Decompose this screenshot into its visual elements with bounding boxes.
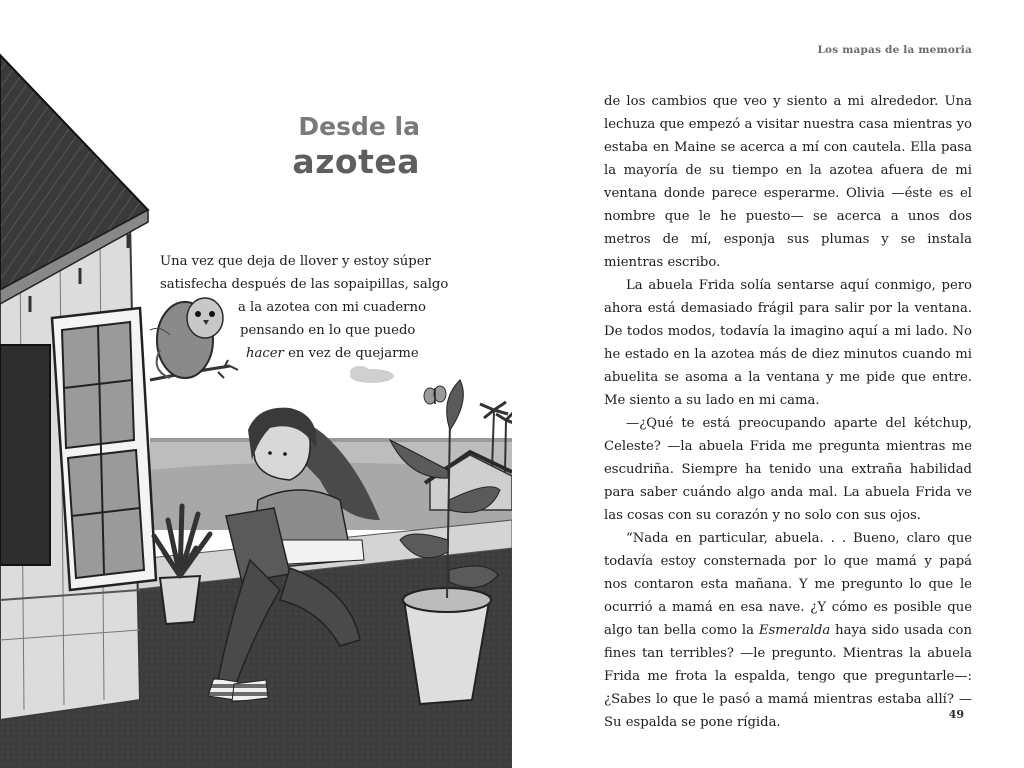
intro-line-1: Una vez que deja de llover y estoy súper [160, 254, 431, 269]
intro-line-3: a la azotea con mi cuaderno [238, 300, 426, 315]
chapter-title-line2: azotea [292, 142, 420, 181]
paragraph-4-italic: Esmeralda [758, 623, 831, 638]
intro-line-5 [246, 342, 419, 365]
chapter-title [292, 112, 420, 182]
paragraph-3: —¿Qué te está preocupando aparte del kétchup, Celeste? —la abuela Frida me pregunta mientras me escudriña. Siempre ha tenido una extraña habilidad para saber cuándo algo anda mal. La abuela Frida ve las cosas con su corazón y no solo con sus ojos. [604, 416, 972, 523]
right-page [512, 0, 1024, 768]
chapter-title-line1: Desde la [298, 112, 420, 141]
intro-line-5-text: en vez de quejarme [288, 346, 419, 361]
window-icon [52, 308, 156, 590]
paragraph-4 [604, 527, 972, 734]
butterfly-icon [424, 386, 446, 404]
paragraph-2: La abuela Frida solía sentarse aquí conmigo, pero ahora está demasiado frágil para salir por la ventana. De todos modos, todavía la imagino aquí a mi lado. No he estado en la azotea más de diez minutos cuando mi abuelita se asoma a la ventana y me pide que entre. Me siento a su lado en mi cama. [604, 278, 972, 408]
paragraph-4-part-2: haya sido usada con fines tan terribles? —le pregunto. Mientras la abuela Frida me frota la espalda, tengo que preguntarle—: ¿Sabes lo que le pasó a mamá mientras estaba allí? —Su espalda se pone rígida. [604, 623, 972, 730]
owl-icon [150, 298, 238, 380]
intro-italic-word: hacer [246, 346, 284, 361]
body-text [604, 90, 972, 734]
cloud-icon [350, 366, 394, 383]
intro-line-2: satisfecha después de las sopaipillas, salgo [160, 277, 449, 292]
window-opening [0, 345, 50, 565]
paragraph-4-part-1: “Nada en particular, abuela. . . Bueno, claro que todavía estoy consternada por lo que mamá y papá nos contaron esta mañana. Y me pregunto lo que le ocurrió a mamá en esa nave. ¿Y cómo es posible que algo tan bella como la [604, 531, 972, 638]
paragraph-1: de los cambios que veo y siento a mi alrededor. Una lechuza que empezó a visitar nuestra casa mientras yo estaba en Maine se acerca a mí con cautela. Ella pasa la mayoría de su tiempo en la azotea afuera de mi ventana donde parece esperarme. Olivia —éste es el nombre que le he puesto— se acerca a unos dos metros de mí, esponja sus plumas y se instala mientras escribo. [604, 94, 972, 270]
page-number: 49 [948, 708, 964, 721]
running-head: Los mapas de la memoria [817, 44, 972, 56]
intro-line-4: pensando en lo que puedo [240, 323, 416, 338]
